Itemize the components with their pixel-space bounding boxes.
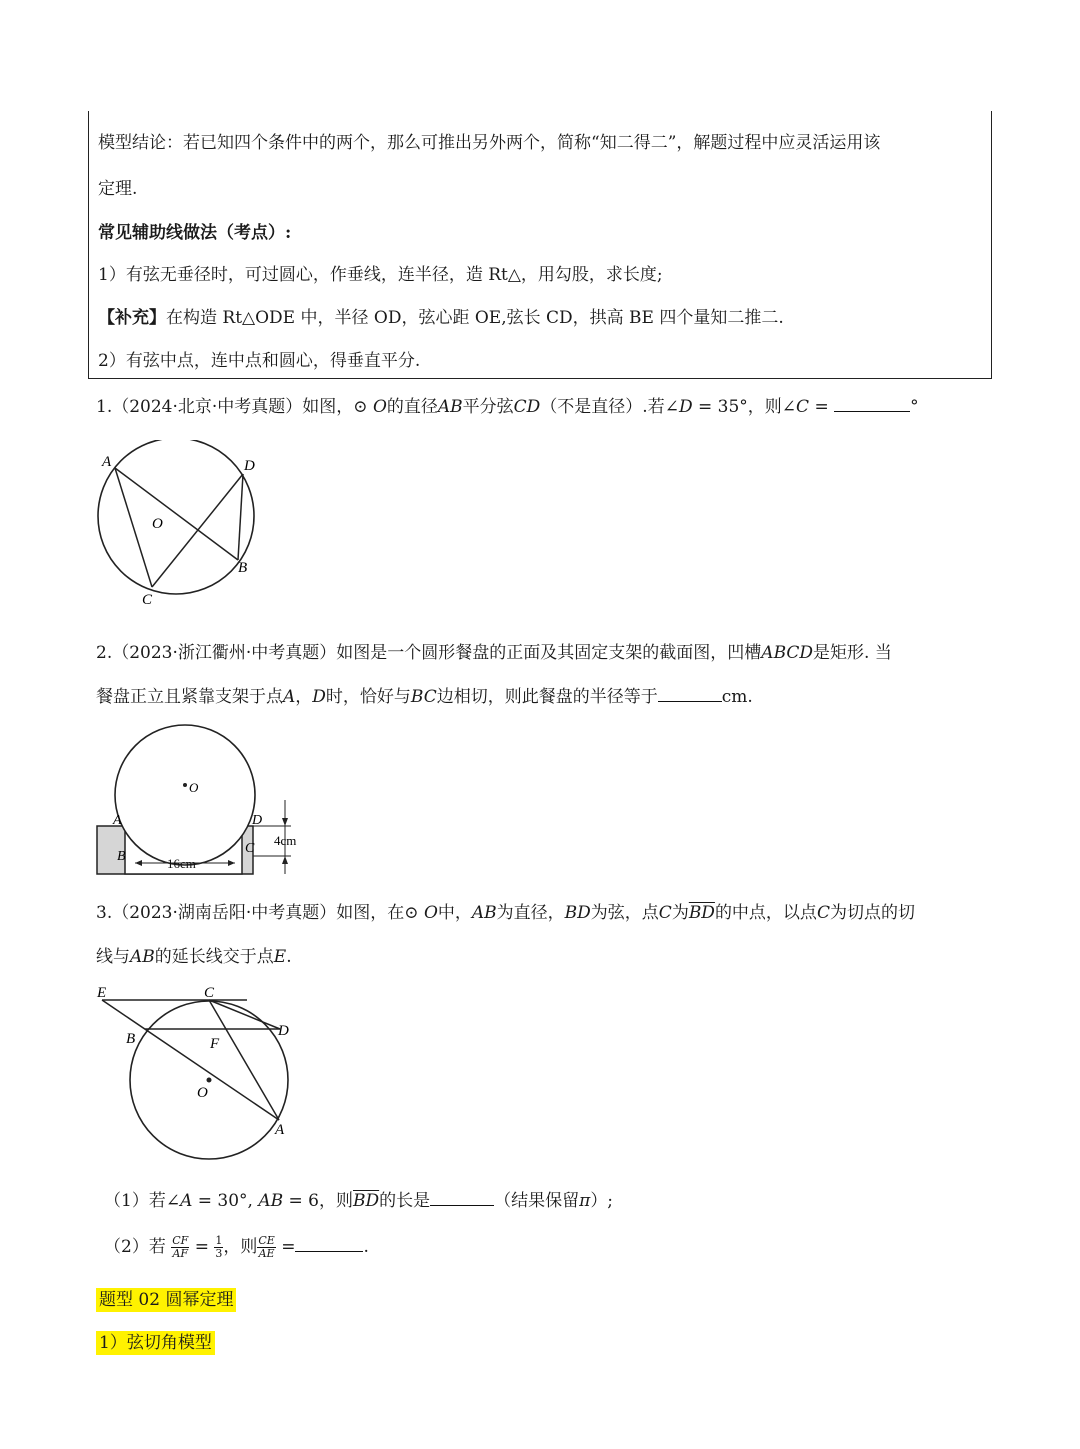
question-2-line2: 餐盘正立且紧靠支架于点A，D时，恰好与BC边相切，则此餐盘的半径等于 cm. <box>96 687 753 707</box>
q2-center-dot <box>183 783 187 787</box>
model-conclusion-line1: 模型结论：若已知四个条件中的两个，那么可推出另外两个，简称“知二得二”，解题过程中应灵活运用该 <box>98 133 881 153</box>
q3-label-A: A <box>275 1122 285 1138</box>
q1-chord-DB <box>238 474 243 560</box>
q1-chord-AC <box>115 468 152 587</box>
question-3-sub1: （1）若∠A = 30°, AB = 6，则$\overline{BD}$的长是 （结果保留π）; <box>104 1191 614 1211</box>
q2-label-O: O <box>189 780 199 795</box>
supplement-text: 在构造 Rt△ODE 中，半径 OD，弦心距 OE,弦长 CD，拱高 BE 四个量知二推二. <box>166 308 784 328</box>
question-2-line1: 2.（2023·浙江衢州·中考真题）如图是一个圆形餐盘的正面及其固定支架的截面图，凹槽ABCD是矩形. 当 <box>96 643 892 663</box>
q2-label-C: C <box>245 841 255 856</box>
q3-label-F: F <box>210 1036 220 1052</box>
fraction-CE-AE: $\frac{CE}{AE}$ <box>258 1234 275 1260</box>
q1-diameter-AB <box>115 468 238 560</box>
q3-center-dot <box>207 1078 212 1083</box>
answer-blank-q2[interactable] <box>658 701 722 702</box>
q1-label-A: A <box>102 454 112 470</box>
answer-blank-q1[interactable] <box>834 411 910 412</box>
section-type-heading: 题型 02 圆幂定理 <box>96 1285 236 1310</box>
supplement-tag: 【补充】 <box>98 308 166 328</box>
aux-item-1: 1）有弦无垂径时，可过圆心，作垂线，连半径，造 Rt△，用勾股，求长度; <box>98 265 663 285</box>
circle-symbol: ⊙ <box>353 397 368 417</box>
arc-BD: $\overline{BD}$ <box>688 903 715 923</box>
q3-label-O: O <box>197 1085 208 1101</box>
aux-line-title: 常见辅助线做法（考点）: <box>98 223 292 243</box>
section-model-heading: 1）弦切角模型 <box>96 1328 215 1353</box>
question-1-text: 1.（2024·北京·中考真题）如图，⊙ O的直径AB平分弦CD（不是直径）.若∠D = 35°，则∠C = ° <box>96 397 919 417</box>
q2-plate-circle <box>115 725 255 865</box>
figure-q3 <box>92 980 312 1165</box>
q1-label-C: C <box>142 592 153 608</box>
question-3-line2: 线与AB的延长线交于点E. <box>96 947 292 967</box>
q3-label-E: E <box>97 985 107 1001</box>
figure-q2 <box>95 718 315 878</box>
q3-label-D: D <box>278 1023 289 1039</box>
q3-label-B: B <box>126 1031 136 1047</box>
fraction-one-third: $\frac{1}{3}$ <box>215 1234 223 1260</box>
answer-blank-q3-1[interactable] <box>430 1205 494 1206</box>
q3-chord-CA <box>209 1000 279 1120</box>
q2-label-A: A <box>113 813 122 828</box>
fraction-CF-AF: $\frac{CF}{AF}$ <box>172 1234 189 1260</box>
q2-label-width: 16cm <box>167 856 196 871</box>
q1-chord-CD <box>152 474 243 587</box>
q1-label-O: O <box>152 516 163 532</box>
aux-item-2: 2）有弦中点，连中点和圆心，得垂直平分. <box>98 351 421 371</box>
q2-label-B: B <box>117 849 126 864</box>
q1-circle <box>98 440 254 594</box>
q3-chord-CD <box>209 1000 280 1029</box>
q1-label-D: D <box>244 458 255 474</box>
q2-label-D: D <box>252 813 263 828</box>
question-3-sub2: （2）若 $\frac{CF}{AF}$ = $\frac{1}{3}$ ，则 $\frac{CE}{AE}$ = . <box>104 1234 369 1260</box>
model-conclusion-line2: 定理. <box>98 179 138 199</box>
q3-label-C: C <box>204 985 215 1001</box>
answer-blank-q3-2[interactable] <box>295 1251 363 1252</box>
figure-q1 <box>88 440 268 610</box>
q1-label-B: B <box>238 560 248 576</box>
q2-label-height: 4cm <box>274 833 297 848</box>
question-3-line1: 3.（2023·湖南岳阳·中考真题）如图，在⊙ O中，AB为直径，BD为弦，点C为$\overline{BD}$的中点，以点C为切点的切 <box>96 903 915 923</box>
supplement-line <box>98 303 784 328</box>
